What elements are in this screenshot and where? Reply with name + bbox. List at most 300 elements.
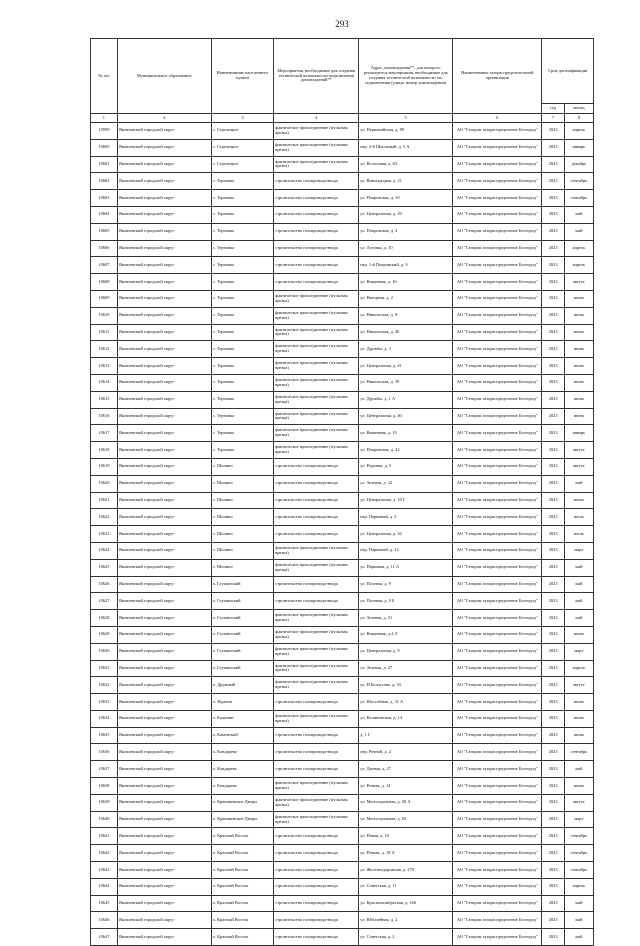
cell-locality: с. Шопино <box>211 475 274 492</box>
cell-address: ул. Парковая, д. 11 А <box>359 559 453 576</box>
column-index: 5 <box>359 114 453 123</box>
header-municipality: Муниципальное образование <box>117 39 211 114</box>
column-index: 1 <box>91 114 118 123</box>
cell-year: 2023 <box>542 559 564 576</box>
cell-month: апрель <box>564 123 593 140</box>
cell-month: апрель <box>564 240 593 257</box>
cell-month: июнь <box>564 710 593 727</box>
cell-municipality: Яковлевский городской округ <box>117 895 211 912</box>
cell-municipality: Яковлевский городской округ <box>117 710 211 727</box>
column-index: 8 <box>564 114 593 123</box>
cell-activity: строительство газопровода-ввода <box>274 761 359 778</box>
cell-municipality: Яковлевский городской округ <box>117 475 211 492</box>
cell-activity: строительство газопровода-ввода <box>274 173 359 190</box>
cell-num: 10602 <box>91 173 118 190</box>
cell-municipality: Яковлевский городской округ <box>117 139 211 156</box>
cell-num: 10624 <box>91 542 118 559</box>
cell-locality: с. Шопино <box>211 509 274 526</box>
cell-locality: с. Шопино <box>211 526 274 543</box>
cell-locality: с. Стрелецкое <box>211 139 274 156</box>
cell-month: май <box>564 929 593 946</box>
cell-locality: с. Терновка <box>211 341 274 358</box>
cell-activity: фактическое присоединение (пусковая врезка) <box>274 324 359 341</box>
cell-address: ул. Полевая, д. 9 <box>359 576 453 593</box>
cell-locality: с. Терновка <box>211 240 274 257</box>
cell-num: 10607 <box>91 257 118 274</box>
cell-municipality: Яковлевский городской округ <box>117 173 211 190</box>
cell-num: 10645 <box>91 895 118 912</box>
cell-month: май <box>564 593 593 610</box>
cell-activity: строительство газопровода-ввода <box>274 912 359 929</box>
header-month: месяц <box>564 104 593 114</box>
cell-address: ул. Центральная, д. 41 <box>359 358 453 375</box>
cell-activity: фактическое присоединение (пусковая врезка) <box>274 677 359 694</box>
cell-activity: фактическое присоединение (пусковая врезка) <box>274 559 359 576</box>
header-activity: Мероприятия, необходимые для создания технической возможности подключения домовладений** <box>274 39 359 114</box>
cell-municipality: Яковлевский городской округ <box>117 324 211 341</box>
cell-month: июнь <box>564 358 593 375</box>
cell-month: декабрь <box>564 156 593 173</box>
cell-address: ул. Юбилейная, д. 2 <box>359 912 453 929</box>
cell-address: ул. Покровская, д. 4 <box>359 223 453 240</box>
cell-locality: х. Красный Восток <box>211 845 274 862</box>
cell-month: июнь <box>564 408 593 425</box>
column-index: 6 <box>453 114 542 123</box>
table-row <box>91 895 594 912</box>
cell-month: май <box>564 912 593 929</box>
cell-locality: х. Красный Восток <box>211 878 274 895</box>
cell-activity: фактическое присоединение (пусковая врезка) <box>274 139 359 156</box>
table-row <box>91 156 594 173</box>
cell-locality: х. Глушинский <box>211 660 274 677</box>
cell-month: июнь <box>564 324 593 341</box>
cell-month: май <box>564 895 593 912</box>
cell-num: 10632 <box>91 677 118 694</box>
table-row <box>91 845 594 862</box>
cell-org: АО "Газпром газораспределение Белгород" <box>453 358 542 375</box>
cell-month: май <box>564 475 593 492</box>
cell-org: АО "Газпром газораспределение Белгород" <box>453 929 542 946</box>
table-row <box>91 173 594 190</box>
cell-address: ул. Никольская, д. 8 <box>359 307 453 324</box>
cell-locality: х. Глушинский <box>211 626 274 643</box>
cell-address: пер. Речной, д. 2 <box>359 744 453 761</box>
cell-num: 10630 <box>91 643 118 660</box>
cell-activity: фактическое присоединение (пусковая врезка) <box>274 626 359 643</box>
cell-locality: х. Крапивенские Дворы <box>211 811 274 828</box>
cell-org: АО "Газпром газораспределение Белгород" <box>453 542 542 559</box>
cell-num: 10646 <box>91 912 118 929</box>
cell-num: 10627 <box>91 593 118 610</box>
cell-month: май <box>564 576 593 593</box>
cell-activity: строительство газопровода-ввода <box>274 593 359 610</box>
cell-address: ул. Никольская, д. 39 <box>359 374 453 391</box>
cell-year: 2023 <box>542 374 564 391</box>
cell-month: март <box>564 643 593 660</box>
cell-org: АО "Газпром газораспределение Белгород" <box>453 576 542 593</box>
table-row <box>91 912 594 929</box>
cell-address: пер. 1-й Покровский, д. 9 <box>359 257 453 274</box>
cell-municipality: Яковлевский городской округ <box>117 358 211 375</box>
cell-activity: строительство газопровода-ввода <box>274 206 359 223</box>
cell-num: 10605 <box>91 223 118 240</box>
table-row <box>91 458 594 475</box>
cell-num: 10641 <box>91 828 118 845</box>
cell-locality: х. Каменский <box>211 727 274 744</box>
cell-month: август <box>564 274 593 291</box>
cell-address: ул. Дачная, д. 27 <box>359 761 453 778</box>
cell-num: 10629 <box>91 626 118 643</box>
cell-locality: х. Глушинский <box>211 610 274 627</box>
table-row <box>91 475 594 492</box>
cell-num: 10609 <box>91 290 118 307</box>
cell-org: АО "Газпром газораспределение Белгород" <box>453 139 542 156</box>
cell-org: АО "Газпром газораспределение Белгород" <box>453 206 542 223</box>
cell-year: 2023 <box>542 794 564 811</box>
cell-locality: с. Терновка <box>211 190 274 207</box>
table-row <box>91 257 594 274</box>
cell-month: июнь <box>564 626 593 643</box>
cell-activity: строительство газопровода-ввода <box>274 492 359 509</box>
cell-municipality: Яковлевский городской округ <box>117 123 211 140</box>
table-row <box>91 223 594 240</box>
cell-month: май <box>564 761 593 778</box>
cell-address: ул. Первомайская, д. 99 <box>359 123 453 140</box>
cell-year: 2023 <box>542 593 564 610</box>
cell-num: 10639 <box>91 794 118 811</box>
cell-activity: фактическое присоединение (пусковая врезка) <box>274 660 359 677</box>
cell-year: 2023 <box>542 274 564 291</box>
cell-address: ул. Родники, д. 5 <box>359 458 453 475</box>
cell-year: 2023 <box>542 761 564 778</box>
cell-activity: строительство газопровода-ввода <box>274 744 359 761</box>
cell-num: 10625 <box>91 559 118 576</box>
cell-month: июнь <box>564 290 593 307</box>
cell-month: август <box>564 458 593 475</box>
table-row <box>91 324 594 341</box>
cell-num: 10603 <box>91 190 118 207</box>
cell-activity: строительство газопровода-ввода <box>274 274 359 291</box>
cell-org: АО "Газпром газораспределение Белгород" <box>453 173 542 190</box>
cell-year: 2023 <box>542 828 564 845</box>
cell-locality: х. Глушинский <box>211 593 274 610</box>
cell-org: АО "Газпром газораспределение Белгород" <box>453 677 542 694</box>
cell-locality: х. Кондарево <box>211 744 274 761</box>
table-row <box>91 811 594 828</box>
cell-year: 2023 <box>542 660 564 677</box>
cell-month: июль <box>564 509 593 526</box>
cell-org: АО "Газпром газораспределение Белгород" <box>453 475 542 492</box>
table-row <box>91 727 594 744</box>
cell-org: АО "Газпром газораспределение Белгород" <box>453 274 542 291</box>
table-row <box>91 307 594 324</box>
cell-municipality: Яковлевский городской округ <box>117 878 211 895</box>
table-row <box>91 660 594 677</box>
cell-municipality: Яковлевский городской округ <box>117 744 211 761</box>
cell-municipality: Яковлевский городской округ <box>117 190 211 207</box>
cell-activity: строительство газопровода-ввода <box>274 727 359 744</box>
cell-num: 10619 <box>91 458 118 475</box>
cell-org: АО "Газпром газораспределение Белгород" <box>453 341 542 358</box>
cell-activity: фактическое присоединение (пусковая врезка) <box>274 811 359 828</box>
cell-municipality: Яковлевский городской округ <box>117 761 211 778</box>
cell-year: 2023 <box>542 123 564 140</box>
cell-month: апрель <box>564 878 593 895</box>
cell-month: май <box>564 223 593 240</box>
cell-municipality: Яковлевский городской округ <box>117 391 211 408</box>
cell-year: 2023 <box>542 862 564 879</box>
cell-activity: фактическое присоединение (пусковая врезка) <box>274 610 359 627</box>
table-row <box>91 929 594 946</box>
cell-num: 10610 <box>91 307 118 324</box>
cell-year: 2023 <box>542 677 564 694</box>
cell-activity: фактическое присоединение (пусковая врезка) <box>274 391 359 408</box>
cell-locality: х. Калинин <box>211 710 274 727</box>
cell-municipality: Яковлевский городской округ <box>117 442 211 459</box>
cell-num: 10635 <box>91 727 118 744</box>
cell-org: АО "Газпром газораспределение Белгород" <box>453 912 542 929</box>
cell-year: 2023 <box>542 358 564 375</box>
cell-num: 10636 <box>91 744 118 761</box>
cell-year: 2023 <box>542 408 564 425</box>
cell-year: 2023 <box>542 576 564 593</box>
cell-municipality: Яковлевский городской округ <box>117 811 211 828</box>
cell-address: ул. Советская, д. 11 <box>359 878 453 895</box>
cell-year: 2023 <box>542 895 564 912</box>
cell-org: АО "Газпром газораспределение Белгород" <box>453 593 542 610</box>
cell-month: сентябрь <box>564 828 593 845</box>
cell-locality: с. Терновка <box>211 290 274 307</box>
cell-num: 10628 <box>91 610 118 627</box>
cell-org: АО "Газпром газораспределение Белгород" <box>453 895 542 912</box>
cell-num: 10606 <box>91 240 118 257</box>
cell-org: АО "Газпром газораспределение Белгород" <box>453 811 542 828</box>
cell-address: пер. Парковый, д. 12 <box>359 542 453 559</box>
table-row <box>91 626 594 643</box>
cell-address: ул. Краснооктябрьская, д. 146 <box>359 895 453 912</box>
cell-locality: с. Терновка <box>211 257 274 274</box>
cell-address: ул. Покровская, д. 22 <box>359 442 453 459</box>
cell-org: АО "Газпром газораспределение Белгород" <box>453 257 542 274</box>
cell-activity: фактическое присоединение (пусковая врезка) <box>274 290 359 307</box>
cell-org: АО "Газпром газораспределение Белгород" <box>453 391 542 408</box>
cell-year: 2023 <box>542 626 564 643</box>
cell-address: ул. Луговая, д. 10 <box>359 240 453 257</box>
cell-locality: с. Терновка <box>211 307 274 324</box>
cell-num: 10611 <box>91 324 118 341</box>
cell-address: ул. Калининская, д. 14 <box>359 710 453 727</box>
cell-num: 10616 <box>91 408 118 425</box>
column-index: 2 <box>117 114 211 123</box>
cell-address: ул. Колхозная, д. 83 <box>359 156 453 173</box>
cell-locality: с. Терновка <box>211 442 274 459</box>
cell-month: сентябрь <box>564 190 593 207</box>
table-body <box>91 123 594 946</box>
cell-locality: х. Красный Восток <box>211 912 274 929</box>
column-index-row <box>91 114 594 123</box>
cell-org: АО "Газпром газораспределение Белгород" <box>453 374 542 391</box>
cell-month: июнь <box>564 374 593 391</box>
cell-org: АО "Газпром газораспределение Белгород" <box>453 408 542 425</box>
cell-locality: с. Терновка <box>211 358 274 375</box>
cell-year: 2023 <box>542 475 564 492</box>
cell-municipality: Яковлевский городской округ <box>117 727 211 744</box>
cell-municipality: Яковлевский городской округ <box>117 341 211 358</box>
table-row <box>91 576 594 593</box>
cell-year: 2023 <box>542 542 564 559</box>
cell-num: 10647 <box>91 929 118 946</box>
cell-org: АО "Газпром газораспределение Белгород" <box>453 425 542 442</box>
table-row <box>91 139 594 156</box>
cell-address: ул. Полевая, д. 9 Б <box>359 593 453 610</box>
table-row <box>91 778 594 795</box>
cell-municipality: Яковлевский городской округ <box>117 223 211 240</box>
table-row <box>91 341 594 358</box>
cell-locality: с. Шопино <box>211 458 274 475</box>
cell-org: АО "Газпром газораспределение Белгород" <box>453 610 542 627</box>
table-row <box>91 290 594 307</box>
table-row <box>91 206 594 223</box>
header-year: год <box>542 104 564 114</box>
cell-month: июль <box>564 526 593 543</box>
cell-month: сентябрь <box>564 744 593 761</box>
cell-municipality: Яковлевский городской округ <box>117 778 211 795</box>
cell-activity: фактическое присоединение (пусковая врезка) <box>274 710 359 727</box>
cell-month: июнь <box>564 694 593 711</box>
cell-municipality: Яковлевский городской округ <box>117 643 211 660</box>
cell-month: июнь <box>564 727 593 744</box>
cell-locality: с. Терновка <box>211 425 274 442</box>
cell-org: АО "Газпром газораспределение Белгород" <box>453 660 542 677</box>
cell-municipality: Яковлевский городской округ <box>117 660 211 677</box>
header-num: № п/п <box>91 39 118 114</box>
cell-year: 2023 <box>542 929 564 946</box>
cell-num: 10633 <box>91 694 118 711</box>
cell-num: 10643 <box>91 862 118 879</box>
column-index: 7 <box>542 114 564 123</box>
header-locality: Наименование населенного пункта <box>211 39 274 114</box>
header-address: Адрес домовладения**, для которого реализуются мероприятия, необходимые для создания технической возможности его подключения (улица, номер домовладения) <box>359 39 453 114</box>
cell-year: 2023 <box>542 257 564 274</box>
cell-activity: строительство газопровода-ввода <box>274 878 359 895</box>
cell-municipality: Яковлевский городской округ <box>117 156 211 173</box>
cell-municipality: Яковлевский городской округ <box>117 458 211 475</box>
cell-num: 10600 <box>91 139 118 156</box>
cell-locality: х. Красный Восток <box>211 862 274 879</box>
table-row <box>91 492 594 509</box>
cell-locality: х. Дружный <box>211 677 274 694</box>
table-row <box>91 442 594 459</box>
cell-activity: строительство газопровода-ввода <box>274 240 359 257</box>
cell-num: 10626 <box>91 576 118 593</box>
cell-year: 2023 <box>542 173 564 190</box>
cell-num: 10637 <box>91 761 118 778</box>
cell-activity: фактическое присоединение (пусковая врезка) <box>274 442 359 459</box>
cell-year: 2023 <box>542 190 564 207</box>
cell-activity: фактическое присоединение (пусковая врезка) <box>274 425 359 442</box>
cell-month: апрель <box>564 257 593 274</box>
cell-municipality: Яковлевский городской округ <box>117 677 211 694</box>
cell-year: 2023 <box>542 139 564 156</box>
cell-locality: х. Красный Восток <box>211 828 274 845</box>
cell-month: май <box>564 559 593 576</box>
cell-year: 2023 <box>542 492 564 509</box>
cell-year: 2023 <box>542 442 564 459</box>
cell-org: АО "Газпром газораспределение Белгород" <box>453 559 542 576</box>
cell-org: АО "Газпром газораспределение Белгород" <box>453 828 542 845</box>
cell-municipality: Яковлевский городской округ <box>117 374 211 391</box>
cell-activity: фактическое присоединение (пусковая врезка) <box>274 374 359 391</box>
cell-month: май <box>564 206 593 223</box>
cell-org: АО "Газпром газораспределение Белгород" <box>453 509 542 526</box>
cell-month: сентябрь <box>564 845 593 862</box>
cell-municipality: Яковлевский городской округ <box>117 492 211 509</box>
cell-address: ул. Центральная, д. 9 <box>359 643 453 660</box>
table-row <box>91 274 594 291</box>
table-row <box>91 828 594 845</box>
cell-activity: строительство газопровода-ввода <box>274 257 359 274</box>
cell-org: АО "Газпром газораспределение Белгород" <box>453 156 542 173</box>
cell-num: 10631 <box>91 660 118 677</box>
cell-municipality: Яковлевский городской округ <box>117 408 211 425</box>
cell-num: 10599 <box>91 123 118 140</box>
table-row <box>91 878 594 895</box>
cell-month: июнь <box>564 341 593 358</box>
table-row <box>91 610 594 627</box>
cell-municipality: Яковлевский городской округ <box>117 626 211 643</box>
page-number: 293 <box>335 19 349 29</box>
cell-month: июнь <box>564 307 593 324</box>
cell-address: ул. Центральная, д. 34 <box>359 526 453 543</box>
cell-month: июнь <box>564 778 593 795</box>
cell-address: ул. Дружбы, д. 3 <box>359 341 453 358</box>
cell-municipality: Яковлевский городской округ <box>117 694 211 711</box>
cell-address: ул. Зеленая, д. 27 <box>359 660 453 677</box>
cell-locality: с. Стрелецкое <box>211 156 274 173</box>
table-row <box>91 593 594 610</box>
table-row <box>91 677 594 694</box>
cell-municipality: Яковлевский городской округ <box>117 257 211 274</box>
table-row <box>91 391 594 408</box>
cell-municipality: Яковлевский городской округ <box>117 559 211 576</box>
cell-address: ул. Зеленая, д. 21 <box>359 610 453 627</box>
cell-year: 2023 <box>542 845 564 862</box>
cell-month: март <box>564 811 593 828</box>
cell-activity: строительство газопровода-ввода <box>274 694 359 711</box>
cell-year: 2023 <box>542 694 564 711</box>
cell-municipality: Яковлевский городской округ <box>117 862 211 879</box>
cell-municipality: Яковлевский городской округ <box>117 240 211 257</box>
cell-address: ул. Дружбы, д. 1 А <box>359 391 453 408</box>
header-deadline: Срок догазификации <box>542 39 594 104</box>
cell-address: ул. Речная, д. 18 А <box>359 845 453 862</box>
cell-locality: х. Кондарево <box>211 761 274 778</box>
table-row <box>91 358 594 375</box>
cell-locality: с. Терновка <box>211 223 274 240</box>
cell-org: АО "Газпром газораспределение Белгород" <box>453 744 542 761</box>
cell-address: пер. 2-й Школьный, д. 5 А <box>359 139 453 156</box>
cell-address: пер. Парковый, д. 2 <box>359 509 453 526</box>
cell-locality: х. Глушинский <box>211 576 274 593</box>
cell-num: 10617 <box>91 425 118 442</box>
cell-num: 10614 <box>91 374 118 391</box>
cell-org: АО "Газпром газораспределение Белгород" <box>453 761 542 778</box>
cell-month: июнь <box>564 492 593 509</box>
cell-num: 10608 <box>91 274 118 291</box>
table-row <box>91 794 594 811</box>
cell-address: ул. Центральная, д. 18 Г <box>359 492 453 509</box>
table-row <box>91 425 594 442</box>
